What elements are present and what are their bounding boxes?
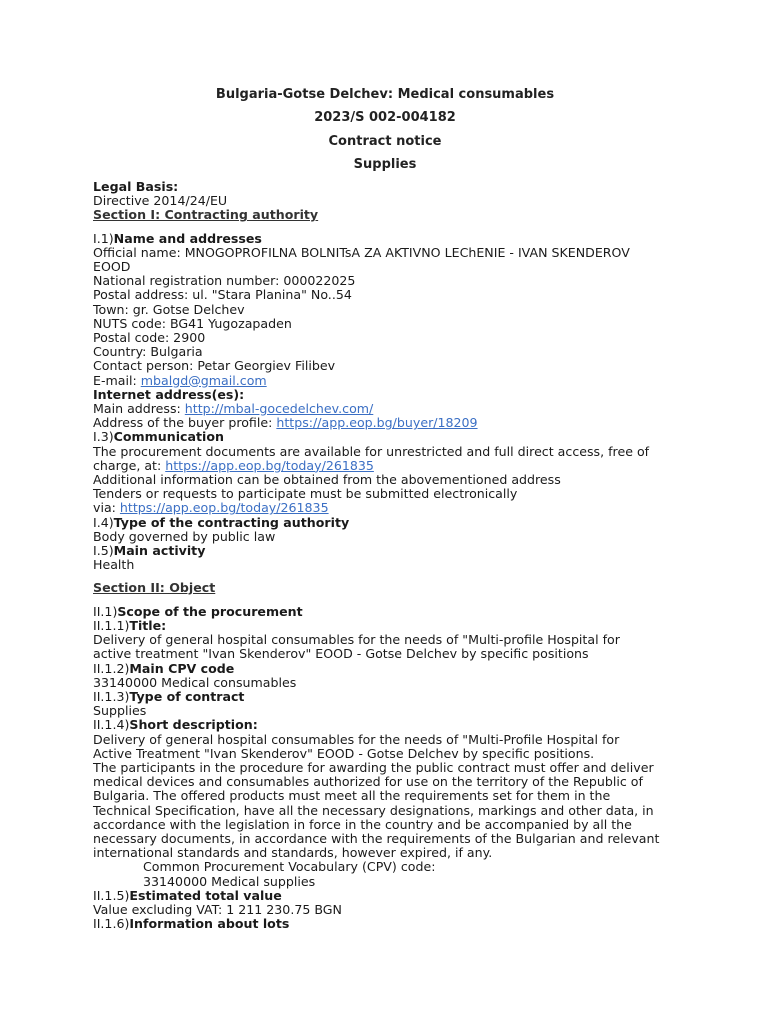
i1-heading: I.1)Name and addresses xyxy=(93,230,262,246)
description-line: Delivery of general hospital consumables for the needs of "Multi-Profile Hospital for xyxy=(93,731,620,747)
submission-text: Tenders or requests to participate must be submitted electronically xyxy=(93,486,518,502)
notice-number: 2023/S 002-004182 xyxy=(314,110,456,125)
contract-title-cont: active treatment "Ivan Skenderov" EOOD - Gotse Delchev by specific positions xyxy=(93,646,589,662)
buyer-profile-row: Address of the buyer profile: https://app.eop.bg/buyer/18209 xyxy=(93,415,478,431)
ii13-heading: II.1.3)Type of contract xyxy=(93,688,245,704)
cpv-label: Common Procurement Vocabulary (CPV) code: xyxy=(143,859,436,875)
postal-code: Postal code: 2900 xyxy=(93,330,206,346)
submission-link[interactable]: https://app.eop.bg/today/261835 xyxy=(119,500,329,516)
contract-title: Delivery of general hospital consumables for the needs of "Multi-profile Hospital for xyxy=(93,632,620,648)
main-cpv-value: 33140000 Medical consumables xyxy=(93,674,297,690)
legal-basis-value: Directive 2014/24/EU xyxy=(93,193,228,209)
email-row: E-mail: mbalgd@gmail.com xyxy=(93,372,267,388)
ii16-heading: II.1.6)Information about lots xyxy=(93,916,290,932)
ii1-heading: II.1)Scope of the procurement xyxy=(93,603,303,619)
communication-text: The procurement documents are available for unrestricted and full direct access, free of xyxy=(93,443,650,459)
registration-number: National registration number: 000022025 xyxy=(93,273,356,289)
description-line: international standards and standards, however expired, if any. xyxy=(93,845,493,861)
postal-address: Postal address: ul. "Stara Planina" No..54 xyxy=(93,287,352,303)
contact-person: Contact person: Petar Georgiev Filibev xyxy=(93,358,336,374)
section-1-heading: Section I: Contracting authority xyxy=(93,207,319,223)
internet-addresses-heading: Internet address(es): xyxy=(93,386,245,402)
main-activity: Health xyxy=(93,557,135,573)
ii11-heading: II.1.1)Title: xyxy=(93,617,167,633)
i4-heading: I.4)Type of the contracting authority xyxy=(93,514,350,530)
legal-basis-label: Legal Basis: xyxy=(93,179,179,194)
main-address-link[interactable]: http://mbal-gocedelchev.com/ xyxy=(184,401,374,417)
notice-body xyxy=(93,180,693,931)
description-line: Active Treatment "Ivan Skenderov" EOOD - Gotse Delchev by specific positions. xyxy=(93,745,595,761)
notice-type: Contract notice xyxy=(328,134,442,149)
authority-type: Body governed by public law xyxy=(93,528,276,544)
section-2-heading: Section II: Object xyxy=(93,580,216,596)
town: Town: gr. Gotse Delchev xyxy=(93,301,245,317)
ii15-heading: II.1.5)Estimated total value xyxy=(93,887,282,903)
main-address-row: Main address: http://mbal-gocedelchev.com/ xyxy=(93,401,374,417)
notice-category: Supplies xyxy=(353,157,417,172)
description-line: medical devices and consumables authorized for use on the territory of the Republic of xyxy=(93,774,643,790)
ii12-heading: II.1.2)Main CPV code xyxy=(93,660,235,676)
description-line: The participants in the procedure for awarding the public contract must offer and deliver xyxy=(93,759,654,775)
estimated-value: Value excluding VAT: 1 211 230.75 BGN xyxy=(93,901,342,917)
documents-row: charge, at: https://app.eop.bg/today/261835 xyxy=(93,457,374,473)
country: Country: Bulgaria xyxy=(93,344,203,360)
official-name-cont: EOOD xyxy=(93,259,131,275)
notice-title: Bulgaria-Gotse Delchev: Medical consumables xyxy=(215,87,555,102)
documents-link[interactable]: https://app.eop.bg/today/261835 xyxy=(165,457,374,473)
i3-heading: I.3)Communication xyxy=(93,429,224,445)
buyer-profile-link[interactable]: https://app.eop.bg/buyer/18209 xyxy=(276,415,478,431)
nuts-code: NUTS code: BG41 Yugozapaden xyxy=(93,315,292,331)
description-line: necessary documents, in accordance with the requirements of the Bulgarian and relevant xyxy=(93,830,660,846)
description-line: accordance with the legislation in force in the country and be accompanied by all the xyxy=(93,816,632,832)
official-name: Official name: MNOGOPROFILNA BOLNITsA ZA AKTIVNO LEChENIE - IVAN SKENDEROV xyxy=(93,244,630,260)
email-link[interactable]: mbalgd@gmail.com xyxy=(140,372,267,388)
description-line: Technical Specification, have all the necessary designations, markings and other data, in xyxy=(93,802,654,818)
description-line: Bulgaria. The offered products must meet all the requirements set for them in the xyxy=(93,788,611,804)
contract-type: Supplies xyxy=(93,703,147,719)
cpv-value: 33140000 Medical supplies xyxy=(143,873,316,889)
i5-heading: I.5)Main activity xyxy=(93,543,206,559)
submission-row: via: https://app.eop.bg/today/261835 xyxy=(93,500,329,516)
additional-info-text: Additional information can be obtained from the abovementioned address xyxy=(93,472,561,488)
ii14-heading: II.1.4)Short description: xyxy=(93,717,258,733)
